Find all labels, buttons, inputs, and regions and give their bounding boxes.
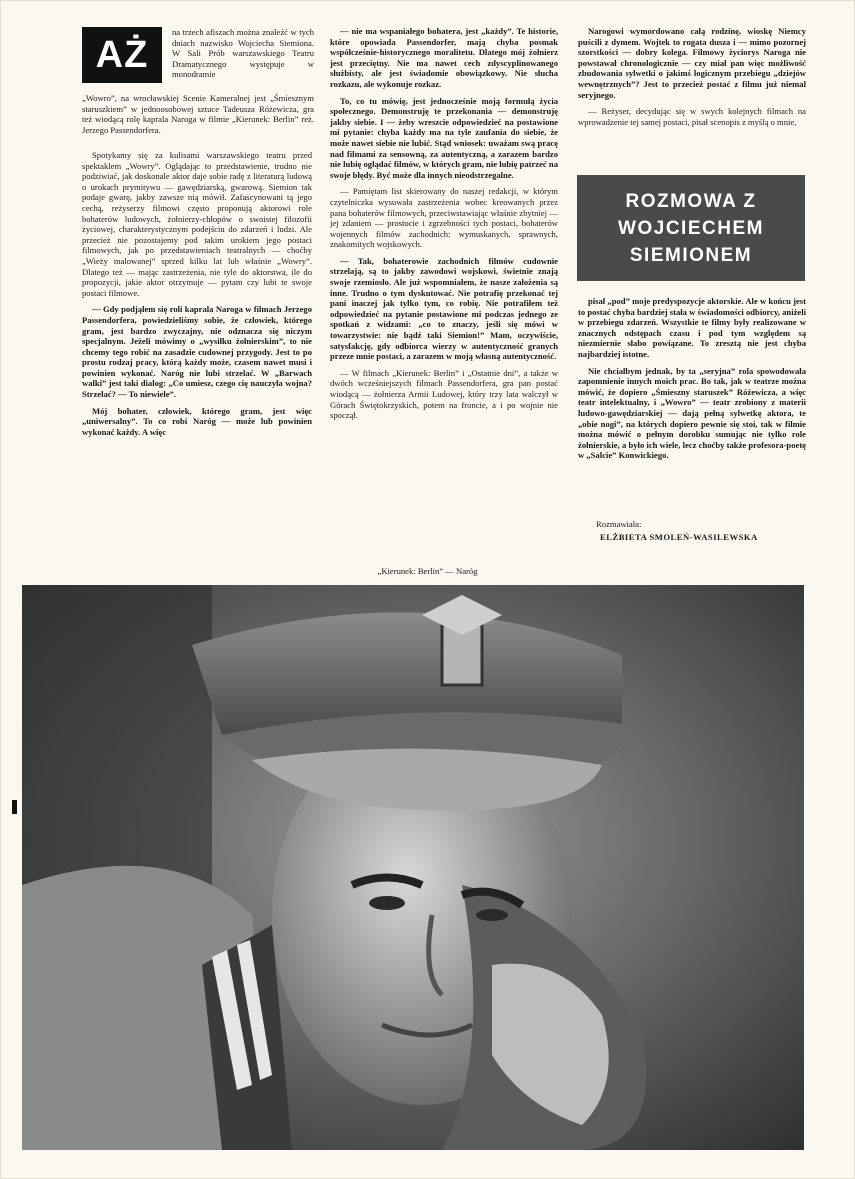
col2-paragraph: — Tak, bohaterowie zachodnich filmów cudownie strzelają, są to jakby zawodowi wojskowi, świetnie znają swoje rzemiosło. Ale już wspomniałem, że nasze założenia są inne. Trudno o tym dyskutować. Nie potrafię przekonać tej pani inaczej jak tylko tym, co robię. Nie potrafiłem też odpowiedzieć na pytanie postawione mi podczas jednego ze spotkań z widzami: „co to znaczy, jeśli się mówi w towarzystwie: nie bądź taki Siemion!” Mam, oczywiście, satysfakcję, gdy odbiorca wierzy w autentyczność granych przeze mnie postaci, a zarazem w moją własną autentyczność.: [330, 255, 558, 362]
byline: [596, 518, 806, 544]
col2-paragraph: To, co tu mówię, jest jednocześnie moją formułą życia społecznego. Demonstruję te przekonania — demonstruję jakby siebie. I — żeby wreszcie odpowiedzieć na postawione mi pytanie: chyba każdy ma na tyle zaufania do siebie, że może nawet siebie nie lubić. Stąd wniosek: uważam swą pracę nad filmami za sensowną, za autentyczną, a zarazem bardzo nie lubię oglądać filmów, w których gram, nie lubię patrzeć na swoje błędy. Być może dla innych nieodstrzegalne.: [330, 95, 558, 180]
col1-paragraph: — Gdy podjąłem się roli kaprala Naroga w filmach Jerzego Passendorfera, powiedzieliśmy sobie, że człowiek, którego gram, jest bardzo zwyczajny, nie odznacza się niczym specjalnym. Jeżeli mówimy o „wysiłku żołnierskim”, to nie chcemy tego robić na zasadzie cudownej przygody. Jest to po prostu rodzaj pracy, którą każdy może, czasem nawet musi i powinien wykonać. Naróg nie lubi strzelać. W „Barwach walki” jest taki dialog: „Co umiesz, czego cię nauczyła wojna? Strzelać? — To niewiele”.: [82, 304, 312, 400]
col2-paragraph: — nie ma wspaniałego bohatera, jest „każdy”. Te historie, które opowiada Passendorfer, mają chyba posmak współcześnie-historycznego moralitetu. Dlatego mój żołnierz jest przeciętny. Nie ma nawet cech zdyscyplinowanego służbisty, ale jest świadomie obowiązkowy. Nie słucha rozkazu, ale wykonuje rozkaz.: [330, 26, 558, 89]
col2-paragraph: — W filmach „Kierunek: Berlin” i „Ostatnie dni”, a także w dwóch wcześniejszych filmach Passendorfera, gra pan postać wiodącą — żołnierza Armii Ludowej, który trzy lata walczył w Górach Świętokrzyskich, potem na froncie, a i po wojnie nie spoczął.: [330, 367, 558, 421]
column-3-top: [578, 26, 806, 168]
col1-paragraph: Spotykamy się za kulisami warszawskiego teatru przed spektaklem „Wowry”. Oglądając to przedstawienie, trudno nie podziwiać, jak doskonale aktor daje sobie radę z literaturą ludową o urokach prymitywu — gawędziarską, gwarową. Siemion tak podaje gwarę, jakby zawsze nią mówił. Zafascynowani tą jego cechą, reżyserzy filmowi często proponują aktorowi role bohaterów ludowych, żołnierzy-chłopów o swoistej filozofii życiowej, charakterystycznym podejściu do zdarzeń i ludzi. Ale przecież nie pozostajemy pod takim urokiem jego postaci filmowych, jak po przedstawieniach teatralnych — choćby „Wieży malowanej” sprzed kilku lat lub właśnie „Wowry”. Dlatego też — mając zastrzeżenia, nie tyle do aktorstwa, ile do propozycji, jakie aktor otrzymuje — pytam czy lubi te swoje postaci filmowe.: [82, 150, 312, 298]
lead-paragraph-continued: „Wowro”, na wrocławskiej Scenie Kameralnej jest „Śmiesznym staruszkiem” w jednoosobowej sztuce Tadeusza Różewicza, gra też wiodącą rolę kaprala Naroga w filmie „Kierunek: Berlin” reż. Jerzego Passendorfera.: [82, 93, 314, 135]
interviewer-label: Rozmawiała:: [596, 519, 642, 529]
col1-paragraph: Mój bohater, człowiek, którego gram, jest więc „uniwersalny”. To co robi Naróg — może lub powinien wykonać każdy. A więc: [82, 405, 312, 437]
portrait-photo: [22, 585, 804, 1150]
interviewer-name: ELŻBIETA SMOLEŃ-WASILEWSKA: [600, 532, 758, 542]
portrait-photo-graphic: [22, 585, 804, 1150]
edge-mark: [12, 800, 17, 814]
drop-cap: AŻ: [82, 27, 162, 83]
photo-caption: „Kierunek: Berlin” — Naróg: [377, 566, 478, 576]
col3-paragraph: — Reżyser, decydując się w swych kolejnych filmach na wprowadzenie tej samej postaci, pisał scenopis z myślą o mnie,: [578, 106, 806, 127]
col3b-paragraph: pisał „pod” moje predyspozycje aktorskie. Ale w końcu jest to postać chyba bardziej stała w świadomości odbiorcy, aniżeli w przebiegu zdarzeń. Wszystkie te filmy były realizowane w znacznych odstępach czasu i pod tym względem są niezmiernie słabo powiązane. To zresztą nie jest chyba najbardziej istotne.: [578, 296, 806, 359]
col3b-paragraph: Nie chciałbym jednak, by ta „seryjna” rola spowodowała zapomnienie innych moich prac. Bo tak, jak w teatrze można mówić, że dopiero „Śmieszny staruszek” Różewicza, a więc teatr intelektualny, i „Wowro” — teatr zrobiony z materii ludowo-gawędziarskiej — dają pełną sylwetkę aktora, te „obie nogi”, na których dopiero pewnie się stoi, tak w filmie można mówić o pełnym dorobku sumując nie tylko role żołnierskie, a było ich wiele, lecz choćby także profesora-poetę w „Salcie” Konwickiego.: [578, 365, 806, 461]
article-title-text: ROZMOWA Z WOJCIECHEM SIEMIONEM: [618, 190, 764, 266]
col3-paragraph: Narogowi wymordowano całą rodzinę, wioskę Niemcy puścili z dymem. Wojtek to rogata dusza i — mimo pozornej szorstkości — dobry kolega. Filmowy życiorys Naroga nie powstawał chronologicznie — czy miał pan więc możliwość zbudowania sylwetki o jakimś logicznym przebiegu „dziejów wewnętrznych”? Jest to przecież postać z filmu już niemal seryjnego.: [578, 26, 806, 100]
column-1: [82, 150, 312, 560]
article-title: [577, 175, 805, 281]
column-3-bottom: [578, 296, 806, 496]
column-2: [330, 26, 558, 556]
col2-paragraph: — Pamiętam list skierowany do naszej redakcji, w którym czytelniczka wysuwała zastrzeżenia wobec kreowanych przez pana bohaterów filmowych, przeciwstawiając właśnie zbytniej — jej zdaniem — prostocie i zgrzebności tych postaci, bohaterów wojennych filmów zachodnich: wymuskanych, sprawnych, znakomitych wojskowych.: [330, 186, 558, 250]
lead-paragraph: na trzech afiszach można znaleźć w tych dniach nazwisko Wojciecha Siemiona. W Sali Prób warszawskiego Teatru Dramatycznego występuje w monodramie: [172, 27, 314, 80]
